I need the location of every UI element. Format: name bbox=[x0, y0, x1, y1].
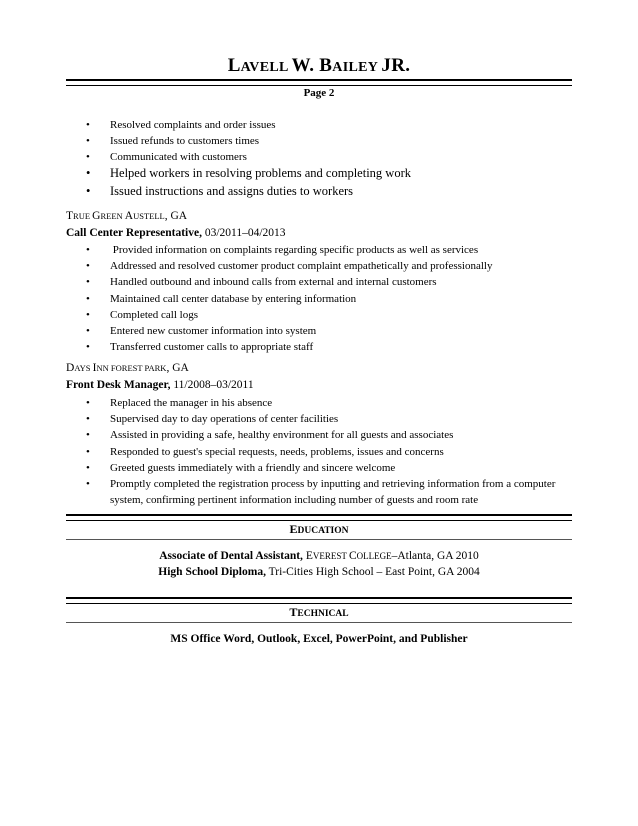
technical-rule-bottom bbox=[66, 622, 572, 623]
continued-duties-list-large bbox=[86, 164, 586, 200]
job1-company: TRUE GREEN AUSTELL, GA bbox=[66, 210, 188, 222]
list-item: • Greeted guests immediately with a friendly and sincere welcome bbox=[86, 461, 396, 474]
header-rule bbox=[66, 79, 572, 86]
job1-title bbox=[66, 227, 286, 239]
education-entry-2: High School Diploma, Tri-Cities High School – East Point, GA 2004 bbox=[158, 566, 480, 578]
page-number: Page 2 bbox=[303, 87, 335, 99]
technical-heading: TECHNICAL bbox=[289, 605, 349, 619]
list-item: • Resolved complaints and order issues bbox=[86, 119, 276, 131]
education-rule-bottom bbox=[66, 539, 572, 540]
list-item: • Maintained call center database by entering information bbox=[86, 292, 357, 305]
technical-skills: MS Office Word, Outlook, Excel, PowerPoint, and Publisher bbox=[170, 633, 468, 645]
list-item: • Entered new customer information into system bbox=[86, 325, 317, 338]
technical-rule-top bbox=[66, 597, 572, 604]
list-item: • Transferred customer calls to appropriate staff bbox=[86, 341, 314, 354]
list-item: • Communicated with customers bbox=[86, 151, 247, 164]
job2-duties-list bbox=[86, 395, 566, 508]
job1-title-text: Call Center Representative, bbox=[66, 227, 202, 239]
education-rule-top bbox=[66, 514, 572, 521]
list-item: • Handled outbound and inbound calls from external and internal customers bbox=[86, 276, 437, 289]
education-entry-1: Associate of Dental Assistant, EVEREST COLLEGE–Atlanta, GA 2010 bbox=[159, 550, 479, 562]
list-item: • Provided information on complaints regarding specific products as well as services bbox=[86, 244, 479, 256]
list-item: • Supervised day to day operations of center facilities bbox=[86, 413, 339, 426]
list-item: • Helped workers in resolving problems and completing work bbox=[86, 166, 411, 180]
list-item: • Issued refunds to customers times bbox=[86, 135, 260, 148]
list-item: • Replaced the manager in his absence bbox=[86, 397, 273, 409]
job1-dates: 03/2011–04/2013 bbox=[201, 227, 286, 239]
resume-name: LAVELL W. BAILEY JR. bbox=[227, 55, 411, 76]
continued-duties-list bbox=[86, 117, 586, 166]
job1-duties-list bbox=[86, 242, 586, 355]
job2-title-text: Front Desk Manager, bbox=[66, 379, 171, 391]
list-item: • Assisted in providing a safe, healthy environment for all guests and associates bbox=[86, 429, 454, 442]
job2-company: DAYS INN FOREST PARK, GA bbox=[66, 362, 189, 374]
list-item: • Issued instructions and assigns duties to workers bbox=[86, 184, 354, 198]
list-item: • Responded to guest's special requests, needs, problems, issues and concerns bbox=[86, 445, 444, 458]
list-item: • Addressed and resolved customer product complaint empathetically and professionally bbox=[86, 260, 493, 273]
list-item: • Promptly completed the registration process by inputting and retrieving information from a computer system, confirming pertinent information including number of guests and room rate bbox=[86, 478, 556, 507]
job2-dates: 11/2008–03/2011 bbox=[170, 379, 254, 391]
list-item: • Completed call logs bbox=[86, 308, 198, 321]
job2-title bbox=[66, 379, 254, 391]
education-heading: EDUCATION bbox=[289, 522, 349, 536]
